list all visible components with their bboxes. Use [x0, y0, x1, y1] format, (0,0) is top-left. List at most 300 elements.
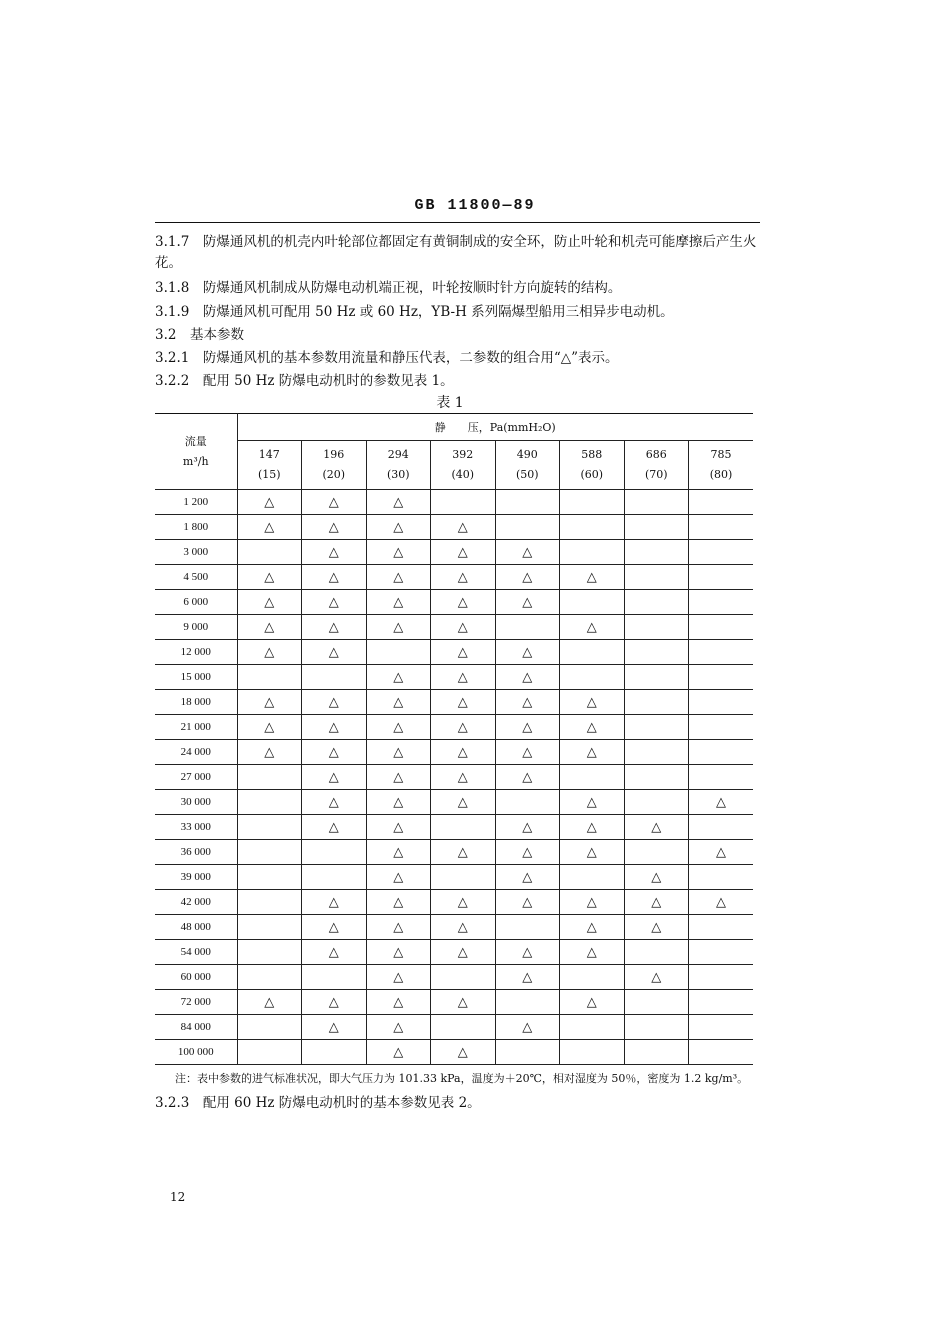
table-cell: [560, 765, 625, 790]
combination-mark-icon: △: [393, 794, 404, 810]
pressure-pa-value: 147: [258, 448, 280, 461]
table-cell: [560, 990, 625, 1015]
clause-3-2-1: 3.2.1 防爆通风机的基本参数用流量和静压代表，二参数的组合用“△”表示。: [155, 350, 619, 366]
combination-mark-icon: △: [457, 719, 468, 735]
combination-mark-icon: △: [393, 869, 404, 885]
table-cell: [237, 665, 302, 690]
combination-mark-icon: △: [522, 669, 533, 685]
table-cell: [689, 740, 754, 765]
table-cell: [431, 565, 496, 590]
pressure-pa-value: 490: [516, 448, 538, 461]
combination-mark-icon: △: [522, 644, 533, 660]
combination-mark-icon: △: [522, 719, 533, 735]
combination-mark-icon: △: [522, 944, 533, 960]
combination-mark-icon: △: [457, 769, 468, 785]
combination-mark-icon: △: [393, 769, 404, 785]
combination-mark-icon: △: [586, 944, 597, 960]
combination-mark-icon: △: [586, 794, 597, 810]
table-cell: [624, 615, 689, 640]
table-cell: [302, 990, 367, 1015]
pressure-column-header: [237, 441, 302, 490]
combination-mark-icon: △: [328, 819, 339, 835]
table-cell: [689, 565, 754, 590]
table-body: [155, 490, 753, 1065]
combination-mark-icon: △: [264, 494, 275, 510]
table-cell: [560, 490, 625, 515]
table-cell: [495, 640, 560, 665]
table-cell: [624, 990, 689, 1015]
table-row: [155, 690, 753, 715]
table-cell: [366, 815, 431, 840]
combination-mark-icon: △: [328, 519, 339, 535]
table-cell: [624, 965, 689, 990]
table-cell: [624, 690, 689, 715]
flow-value: 3 000: [155, 540, 237, 565]
table-cell: [431, 690, 496, 715]
table-cell: [689, 640, 754, 665]
table-cell: [431, 890, 496, 915]
table-cell: [366, 640, 431, 665]
table-cell: [366, 540, 431, 565]
combination-mark-icon: △: [393, 594, 404, 610]
table-cell: [431, 715, 496, 740]
pressure-column-header: [624, 441, 689, 490]
pressure-column-header: [560, 441, 625, 490]
combination-mark-icon: △: [393, 944, 404, 960]
table-cell: [366, 665, 431, 690]
table-cell: [366, 765, 431, 790]
combination-mark-icon: △: [264, 994, 275, 1010]
clause-3-2-3: 3.2.3 配用 60 Hz 防爆电动机时的基本参数见表 2。: [155, 1095, 481, 1111]
table-row: [155, 815, 753, 840]
table-cell: [302, 1040, 367, 1065]
combination-mark-icon: △: [522, 844, 533, 860]
combination-mark-icon: △: [457, 844, 468, 860]
table-cell: [302, 715, 367, 740]
combination-mark-icon: △: [586, 919, 597, 935]
combination-mark-icon: △: [393, 669, 404, 685]
combination-mark-icon: △: [264, 594, 275, 610]
table-cell: [495, 815, 560, 840]
table-cell: [366, 990, 431, 1015]
combination-mark-icon: △: [264, 744, 275, 760]
table-cell: [366, 740, 431, 765]
pressure-column-header: [366, 441, 431, 490]
flow-value: 48 000: [155, 915, 237, 940]
table-cell: [237, 1040, 302, 1065]
table-cell: [495, 690, 560, 715]
combination-mark-icon: △: [393, 719, 404, 735]
combination-mark-icon: △: [457, 1044, 468, 1060]
table-cell: [431, 1015, 496, 1040]
table-row: [155, 740, 753, 765]
table-cell: [366, 1040, 431, 1065]
table-cell: [366, 865, 431, 890]
flow-value: 24 000: [155, 740, 237, 765]
combination-mark-icon: △: [522, 569, 533, 585]
table-cell: [431, 940, 496, 965]
table-cell: [431, 515, 496, 540]
table-cell: [624, 790, 689, 815]
table-cell: [689, 540, 754, 565]
table-cell: [689, 990, 754, 1015]
table-cell: [689, 1015, 754, 1040]
table-cell: [689, 940, 754, 965]
table-cell: [560, 540, 625, 565]
table-cell: [302, 565, 367, 590]
table-row: [155, 765, 753, 790]
table-cell: [624, 490, 689, 515]
table-cell: [431, 915, 496, 940]
table-cell: [495, 490, 560, 515]
table-cell: [495, 765, 560, 790]
combination-mark-icon: △: [586, 994, 597, 1010]
table-cell: [237, 790, 302, 815]
table-cell: [560, 840, 625, 865]
pressure-column-header: [302, 441, 367, 490]
table-row: [155, 640, 753, 665]
table-cell: [366, 1015, 431, 1040]
table-cell: [302, 890, 367, 915]
pressure-column-header: [431, 441, 496, 490]
table-cell: [560, 715, 625, 740]
combination-mark-icon: △: [651, 869, 662, 885]
flow-value: 36 000: [155, 840, 237, 865]
combination-mark-icon: △: [522, 819, 533, 835]
table-cell: [237, 515, 302, 540]
flow-value: 54 000: [155, 940, 237, 965]
combination-mark-icon: △: [264, 644, 275, 660]
pressure-pa-value: 196: [323, 448, 345, 461]
table-cell: [237, 815, 302, 840]
table-cell: [302, 790, 367, 815]
table-cell: [237, 840, 302, 865]
flow-value: 60 000: [155, 965, 237, 990]
combination-mark-icon: △: [457, 944, 468, 960]
pressure-mmh2o-value: (80): [709, 468, 733, 481]
combination-mark-icon: △: [586, 744, 597, 760]
combination-mark-icon: △: [328, 644, 339, 660]
table-cell: [560, 815, 625, 840]
flow-value: 6 000: [155, 590, 237, 615]
table-cell: [560, 790, 625, 815]
combination-mark-icon: △: [328, 694, 339, 710]
table-cell: [431, 840, 496, 865]
table-cell: [366, 590, 431, 615]
table-cell: [624, 915, 689, 940]
pressure-mmh2o-value: (70): [644, 468, 668, 481]
table-row: [155, 790, 753, 815]
combination-mark-icon: △: [457, 669, 468, 685]
table-cell: [624, 590, 689, 615]
flow-value: 4 500: [155, 565, 237, 590]
table-cell: [495, 1040, 560, 1065]
combination-mark-icon: △: [328, 894, 339, 910]
flow-value: 9 000: [155, 615, 237, 640]
table-cell: [237, 890, 302, 915]
combination-mark-icon: △: [328, 619, 339, 635]
table-cell: [237, 940, 302, 965]
combination-mark-icon: △: [522, 969, 533, 985]
combination-mark-icon: △: [457, 644, 468, 660]
clause-3-1-8: 3.1.8 防爆通风机制成从防爆电动机端正视，叶轮按顺时针方向旋转的结构。: [155, 280, 622, 296]
table-row: [155, 665, 753, 690]
table-cell: [560, 615, 625, 640]
pressure-mmh2o-value: (15): [257, 468, 281, 481]
pressure-pa-value: 686: [645, 448, 667, 461]
table-cell: [560, 565, 625, 590]
table-cell: [237, 915, 302, 940]
table-cell: [560, 890, 625, 915]
clause-3-2-2: 3.2.2 配用 50 Hz 防爆电动机时的参数见表 1。: [155, 373, 454, 389]
table-cell: [366, 915, 431, 940]
flow-value: 18 000: [155, 690, 237, 715]
table-cell: [624, 715, 689, 740]
table-row: [155, 840, 753, 865]
table-cell: [431, 640, 496, 665]
combination-mark-icon: △: [716, 844, 726, 860]
table-cell: [689, 915, 754, 940]
combination-mark-icon: △: [457, 794, 468, 810]
table-cell: [560, 515, 625, 540]
clause-3-2-heading: 3.2 基本参数: [155, 327, 244, 343]
table-row: [155, 940, 753, 965]
table-cell: [237, 990, 302, 1015]
combination-mark-icon: △: [457, 519, 468, 535]
combination-mark-icon: △: [328, 594, 339, 610]
table-cell: [560, 865, 625, 890]
pressure-values-row: [155, 441, 753, 490]
combination-mark-icon: △: [393, 894, 404, 910]
table-cell: [560, 590, 625, 615]
flow-value: 1 800: [155, 515, 237, 540]
table-cell: [624, 515, 689, 540]
table-cell: [624, 665, 689, 690]
combination-mark-icon: △: [328, 744, 339, 760]
table-cell: [495, 915, 560, 940]
combination-mark-icon: △: [393, 844, 404, 860]
combination-mark-icon: △: [457, 744, 468, 760]
table-cell: [431, 665, 496, 690]
table-cell: [624, 540, 689, 565]
combination-mark-icon: △: [264, 719, 275, 735]
table-cell: [302, 840, 367, 865]
table-cell: [624, 815, 689, 840]
table-row: [155, 490, 753, 515]
table-cell: [431, 965, 496, 990]
pressure-column-header: [495, 441, 560, 490]
table-cell: [495, 865, 560, 890]
page-number: 12: [170, 1190, 186, 1204]
combination-mark-icon: △: [264, 519, 275, 535]
table-cell: [689, 615, 754, 640]
table-row: [155, 565, 753, 590]
document-code-header: GB 11800—89: [414, 197, 536, 214]
combination-mark-icon: △: [264, 569, 275, 585]
table-cell: [366, 515, 431, 540]
combination-mark-icon: △: [393, 919, 404, 935]
combination-mark-icon: △: [586, 619, 597, 635]
table-cell: [431, 490, 496, 515]
combination-mark-icon: △: [457, 569, 468, 585]
table-cell: [302, 940, 367, 965]
table-cell: [302, 915, 367, 940]
flow-column-header: [155, 414, 237, 490]
combination-mark-icon: △: [393, 1019, 404, 1035]
combination-mark-icon: △: [457, 894, 468, 910]
table-cell: [495, 715, 560, 740]
table-cell: [689, 965, 754, 990]
table-cell: [431, 615, 496, 640]
table-cell: [237, 690, 302, 715]
table-cell: [302, 965, 367, 990]
flow-header-unit: m³/h: [182, 454, 209, 468]
flow-value: 15 000: [155, 665, 237, 690]
table-cell: [366, 690, 431, 715]
table-cell: [366, 890, 431, 915]
table-cell: [237, 865, 302, 890]
pressure-pa-value: 294: [387, 448, 409, 461]
table-cell: [431, 815, 496, 840]
table-cell: [624, 1015, 689, 1040]
header-rule: [155, 222, 760, 223]
flow-value: 30 000: [155, 790, 237, 815]
table-cell: [495, 565, 560, 590]
table-cell: [689, 865, 754, 890]
table-cell: [689, 665, 754, 690]
table-cell: [366, 840, 431, 865]
table-cell: [302, 590, 367, 615]
flow-header-label: 流量: [184, 434, 207, 448]
table-cell: [560, 915, 625, 940]
table-cell: [495, 890, 560, 915]
table-cell: [431, 590, 496, 615]
parameter-table: [155, 413, 753, 1065]
combination-mark-icon: △: [522, 594, 533, 610]
table-cell: [366, 965, 431, 990]
pressure-pa-value: 392: [452, 448, 474, 461]
table-cell: [495, 1015, 560, 1040]
flow-value: 84 000: [155, 1015, 237, 1040]
table-cell: [302, 490, 367, 515]
combination-mark-icon: △: [457, 619, 468, 635]
flow-value: 100 000: [155, 1040, 237, 1065]
combination-mark-icon: △: [393, 744, 404, 760]
combination-mark-icon: △: [393, 619, 404, 635]
table-cell: [237, 615, 302, 640]
combination-mark-icon: △: [328, 719, 339, 735]
combination-mark-icon: △: [328, 944, 339, 960]
table-cell: [624, 640, 689, 665]
table-cell: [689, 840, 754, 865]
table-cell: [495, 990, 560, 1015]
table-cell: [302, 615, 367, 640]
table-cell: [302, 740, 367, 765]
pressure-mmh2o-value: (50): [515, 468, 539, 481]
combination-mark-icon: △: [457, 694, 468, 710]
combination-mark-icon: △: [586, 844, 597, 860]
table-cell: [237, 490, 302, 515]
table-cell: [237, 740, 302, 765]
combination-mark-icon: △: [651, 894, 662, 910]
combination-mark-icon: △: [522, 544, 533, 560]
table-cell: [689, 690, 754, 715]
combination-mark-icon: △: [522, 869, 533, 885]
static-pressure-header: 静 压，Pa(mmH₂O): [237, 414, 753, 441]
table-cell: [689, 1040, 754, 1065]
table-cell: [237, 965, 302, 990]
table-cell: [302, 690, 367, 715]
combination-mark-icon: △: [586, 894, 597, 910]
combination-mark-icon: △: [716, 794, 726, 810]
table-cell: [431, 1040, 496, 1065]
table-cell: [237, 540, 302, 565]
table-cell: [624, 865, 689, 890]
table-row: [155, 1040, 753, 1065]
table-cell: [237, 565, 302, 590]
table-row: [155, 865, 753, 890]
flow-value: 33 000: [155, 815, 237, 840]
table-cell: [560, 640, 625, 665]
table-cell: [431, 740, 496, 765]
combination-mark-icon: △: [457, 994, 468, 1010]
clause-3-1-7: 3.1.7 防爆通风机的机壳内叶轮部位都固定有黄铜制成的安全环，防止叶轮和机壳可能摩擦后产生火花。: [155, 234, 757, 271]
combination-mark-icon: △: [522, 769, 533, 785]
table-caption: 表 1: [436, 395, 464, 411]
table-row: [155, 515, 753, 540]
table-row: [155, 715, 753, 740]
table-row: [155, 965, 753, 990]
table-cell: [237, 590, 302, 615]
table-cell: [431, 790, 496, 815]
combination-mark-icon: △: [393, 569, 404, 585]
table-cell: [495, 615, 560, 640]
table-cell: [302, 765, 367, 790]
combination-mark-icon: △: [393, 819, 404, 835]
table-cell: [560, 940, 625, 965]
table-cell: [560, 665, 625, 690]
combination-mark-icon: △: [651, 919, 662, 935]
combination-mark-icon: △: [328, 544, 339, 560]
table-cell: [560, 740, 625, 765]
table-row: [155, 615, 753, 640]
table-cell: [495, 665, 560, 690]
table-cell: [366, 790, 431, 815]
table-cell: [237, 640, 302, 665]
flow-value: 42 000: [155, 890, 237, 915]
pressure-pa-value: 588: [581, 448, 603, 461]
table-cell: [366, 615, 431, 640]
table-cell: [302, 815, 367, 840]
flow-value: 39 000: [155, 865, 237, 890]
flow-value: 21 000: [155, 715, 237, 740]
table-cell: [495, 965, 560, 990]
combination-mark-icon: △: [328, 994, 339, 1010]
table-cell: [495, 590, 560, 615]
table-cell: [431, 765, 496, 790]
table-cell: [624, 765, 689, 790]
combination-mark-icon: △: [328, 1019, 339, 1035]
combination-mark-icon: △: [522, 1019, 533, 1035]
table-cell: [302, 640, 367, 665]
table-cell: [302, 665, 367, 690]
table-cell: [495, 540, 560, 565]
combination-mark-icon: △: [651, 819, 662, 835]
table-cell: [302, 1015, 367, 1040]
combination-mark-icon: △: [522, 894, 533, 910]
pressure-mmh2o-value: (60): [580, 468, 604, 481]
table-cell: [624, 940, 689, 965]
